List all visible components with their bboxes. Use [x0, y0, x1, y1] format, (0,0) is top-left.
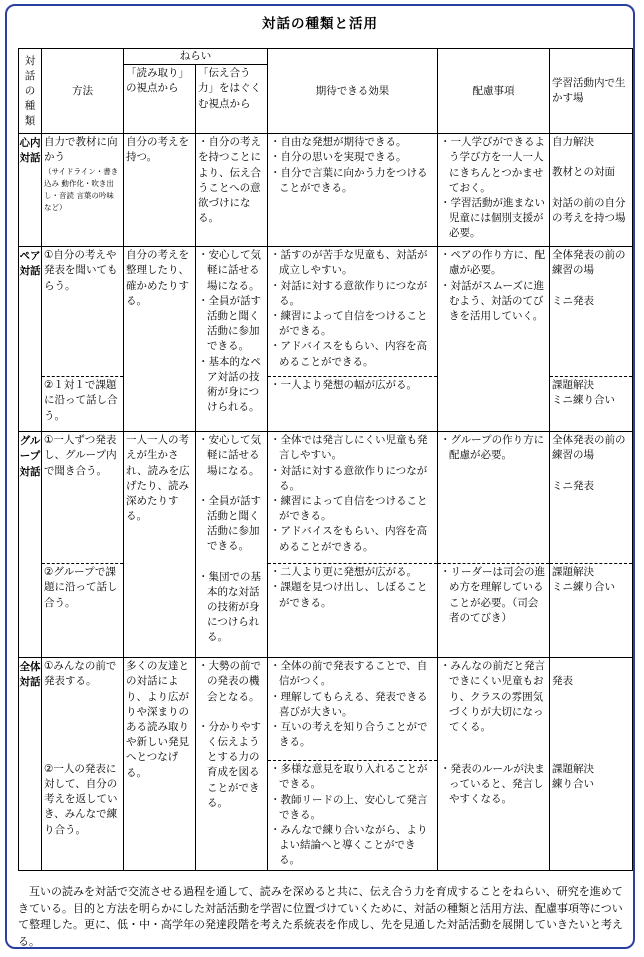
- pair-usage-1: [550, 247, 633, 377]
- group-usage-item: ミニ発表: [552, 479, 594, 492]
- whole-effect: ・互いの考えを知り合うことができる。: [270, 721, 428, 749]
- pair-effects-1: [268, 247, 438, 377]
- whole-effect: ・多様な意見を取り入れることができる。: [270, 763, 428, 791]
- document-frame: [5, 4, 635, 949]
- dialogue-table: [18, 48, 633, 871]
- category-group: グループ対話: [19, 432, 42, 658]
- group-effect: ・アドバイスをもらい、内容を高めることができる。: [270, 525, 428, 553]
- pair-effect: ・アドバイスをもらい、内容を高めることができる。: [270, 340, 428, 368]
- inner-method: [42, 134, 124, 247]
- header-method: 方法: [42, 49, 124, 134]
- pair-considerations: [438, 247, 550, 432]
- inner-effect: ・自由な発想が期待できる。: [270, 136, 407, 149]
- group-consideration: ・リーダーは司会の進め方を理解していることが必要。（司会者のてびき）: [440, 566, 545, 624]
- whole-effects-1: [268, 658, 438, 761]
- inner-effect: ・自分の思いを実現できる。: [270, 151, 407, 164]
- header-usage: 学習活動内で生かす場: [550, 49, 633, 134]
- inner-usage-item: 自力解決: [552, 136, 594, 149]
- group-effect: ・全体では発言しにくい児童も発言しやすい。: [270, 434, 428, 462]
- inner-usage-item: 対話の前の自分の考えを持つ場: [552, 196, 626, 224]
- whole-effect: ・全体の前で発表することで、自信がつく。: [270, 660, 428, 688]
- whole-considerations-1: [438, 658, 550, 761]
- category-inner: 心内対話: [19, 134, 42, 247]
- header-row-1: [19, 49, 633, 65]
- group-usage-item: ミニ練り合い: [552, 581, 615, 594]
- pair-method-1: ①自分の考えや発表を聞いてもらう。: [42, 247, 124, 377]
- pair-method-2: ②１対１で課題に沿って話し合う。: [42, 377, 124, 432]
- header-type: 対話の種類: [19, 49, 42, 134]
- pair-consideration: ・ペアの作り方に、配慮が必要。: [440, 249, 545, 277]
- pair-consideration: ・対話がスムーズに進むよう、対話のてびきを活用していく。: [440, 279, 544, 323]
- pair-effect: ・練習によって自信をつけることができる。: [270, 310, 428, 338]
- group-effects-2: [268, 564, 438, 658]
- pair-usage-item: 課題解決: [552, 379, 594, 392]
- whole-considerations-2: [438, 761, 550, 871]
- group-usage-item: 全体発表の前の練習の場: [552, 434, 626, 462]
- pair-effect: ・対話に対する意欲作りにつながる。: [270, 279, 428, 307]
- whole-consideration: ・発表のルールが決まっていると、発言しやすくなる。: [440, 762, 545, 806]
- whole-usage-item: 練り合い: [552, 777, 594, 790]
- pair-aim-item: ・安心して気軽に話せる場になる。: [198, 249, 261, 292]
- inner-usage-item: 教材との対面: [552, 166, 615, 179]
- summary-paragraph: 互いの読みを対話で交流させる過程を通して、読みを深めると共に、伝え合う力を育成することをねらい、研究を進めてきている。目的と方法を明らかにした対話活動を学習に位置づけていくために、対話の種類と活用方法、配慮事項等について整理した。更に、低・中・高学年の発達段階を考えた系統表を作成し、先を見通した対話活動を展開していきたいと考える。: [18, 885, 623, 948]
- page-title: 対話の種類と活用: [262, 16, 378, 32]
- category-pair: ペア対話: [19, 247, 42, 432]
- whole-method-1: ①みんなの前で発表する。: [42, 658, 124, 761]
- row-pair-dialogue-1: [19, 247, 633, 377]
- whole-aim-communication: [196, 658, 268, 871]
- inner-considerations: [438, 134, 550, 247]
- row-group-dialogue-1: [19, 432, 633, 564]
- group-effect: ・二人より更に発想が広がる。: [270, 566, 417, 579]
- group-effect: ・課題を見つけ出し、しぼることができる。: [270, 581, 428, 609]
- group-effects-1: [268, 432, 438, 564]
- pair-aim-item: ・基本的なペア対話の技術が身につけられる。: [198, 355, 261, 414]
- whole-effect: ・みんなで練り合いながら、よりよい結論へと導くことができる。: [270, 824, 428, 867]
- whole-effects-2: [268, 761, 438, 871]
- inner-aim-communication: ・自分の考えを持つことにより、伝え合うことへの意欲づけになる。: [196, 134, 268, 247]
- group-usage-item: 課題解決: [552, 566, 594, 579]
- group-effect: ・練習によって自信をつけることができる。: [270, 495, 428, 523]
- row-whole-dialogue-1: [19, 658, 633, 761]
- group-aim-item: ・全員が話す活動と聞く活動に参加できる。: [198, 494, 261, 553]
- inner-method-text: 自力で教材に向かう: [44, 136, 118, 164]
- group-considerations-2: [438, 564, 550, 658]
- group-aim-item: ・安心して気軽に話せる場になる。: [198, 434, 261, 477]
- group-usage-2: [550, 564, 633, 658]
- group-method-2: ②グループで課題に沿って話し合う。: [42, 564, 124, 658]
- inner-consideration: ・学習活動が進まない児童には個別支援が必要。: [440, 197, 545, 240]
- group-usage-1: [550, 432, 633, 564]
- header-effects: 期待できる効果: [268, 49, 438, 134]
- whole-aim-item: ・分かりやすく伝えようとする力の育成を図ることができる。: [198, 720, 261, 809]
- inner-aim-reading: 自分の考えを持つ。: [124, 134, 196, 247]
- whole-usage-1: [550, 658, 633, 761]
- group-aim-communication: [196, 432, 268, 658]
- pair-usage-2: [550, 377, 633, 432]
- group-aim-reading: 一人一人の考えが生かされ、読みを広げたり、読み深めたりする。: [124, 432, 196, 658]
- category-whole: 全体対話: [19, 658, 42, 871]
- pair-effect: ・一人より発想の幅が広がる。: [270, 379, 417, 392]
- pair-usage-item: 全体発表の前の練習の場: [552, 249, 626, 277]
- pair-effect: ・話すのが苦手な児童も、対話が成立しやすい。: [270, 249, 428, 277]
- dialogue-table-wrap: [18, 48, 632, 871]
- pair-aim-item: ・全員が話す活動と聞く活動に参加できる。: [198, 294, 261, 353]
- header-aims: ねらい: [124, 49, 268, 65]
- pair-aim-communication: [196, 247, 268, 432]
- whole-consideration: ・みんなの前だと発言できにくい児童もおり、クラスの雰囲気づくりが大切になってくる。: [440, 660, 545, 734]
- pair-usage-item: ミニ発表: [552, 294, 594, 307]
- whole-aim-item: ・大勢の前での発表の機会となる。: [198, 660, 261, 703]
- row-group-dialogue-2: [19, 564, 633, 658]
- row-inner-dialogue: [19, 134, 633, 247]
- group-consideration: ・グループの作り方に配慮が必要。: [440, 434, 545, 462]
- group-method-1: ①一人ずつ発表し、グループ内で聞き合う。: [42, 432, 124, 564]
- whole-effect: ・教師リードの上、安心して発言できる。: [270, 793, 428, 821]
- pair-aim-reading: 自分の考えを整理したり、確かめたりする。: [124, 247, 196, 432]
- header-aim-reading: 「読み取り」の視点から: [124, 65, 196, 134]
- inner-consideration: ・一人学びができるよう学び方を一人一人にきちんとつかませておく。: [440, 136, 545, 194]
- pair-effects-2: [268, 377, 438, 432]
- header-considerations: 配慮事項: [438, 49, 550, 134]
- whole-method-2: ②一人の発表に対して、自分の考えを返していき、みんなで練り合う。: [42, 761, 124, 871]
- whole-aim-reading: 多くの友達との対話により、より広がりや深まりのある読み取りや新しい発見へとつなげる。: [124, 658, 196, 871]
- inner-usage: [550, 134, 633, 247]
- group-aim-item: ・集団での基本的な対話の技術が身につけられる。: [198, 570, 261, 644]
- group-considerations-1: [438, 432, 550, 564]
- whole-usage-item: 課題解決: [552, 762, 594, 775]
- inner-method-note: （サイドライン・書き込み 動作化・吹き出し・音読 言葉の吟味など）: [44, 166, 119, 212]
- inner-effect: ・自分で言葉に向かう力をつけることができる。: [270, 166, 428, 194]
- whole-effect: ・理解してもらえる、発表できる喜びが大きい。: [270, 690, 428, 718]
- inner-effects: [268, 134, 438, 247]
- whole-usage-item: 発表: [552, 675, 573, 688]
- group-effect: ・対話に対する意欲作りにつながる。: [270, 464, 428, 492]
- row-whole-dialogue-2: [19, 761, 633, 871]
- whole-usage-2: [550, 761, 633, 871]
- pair-usage-item: ミニ練り合い: [552, 394, 615, 407]
- header-aim-communication: 「伝え合う力」をはぐくむ視点から: [196, 65, 268, 134]
